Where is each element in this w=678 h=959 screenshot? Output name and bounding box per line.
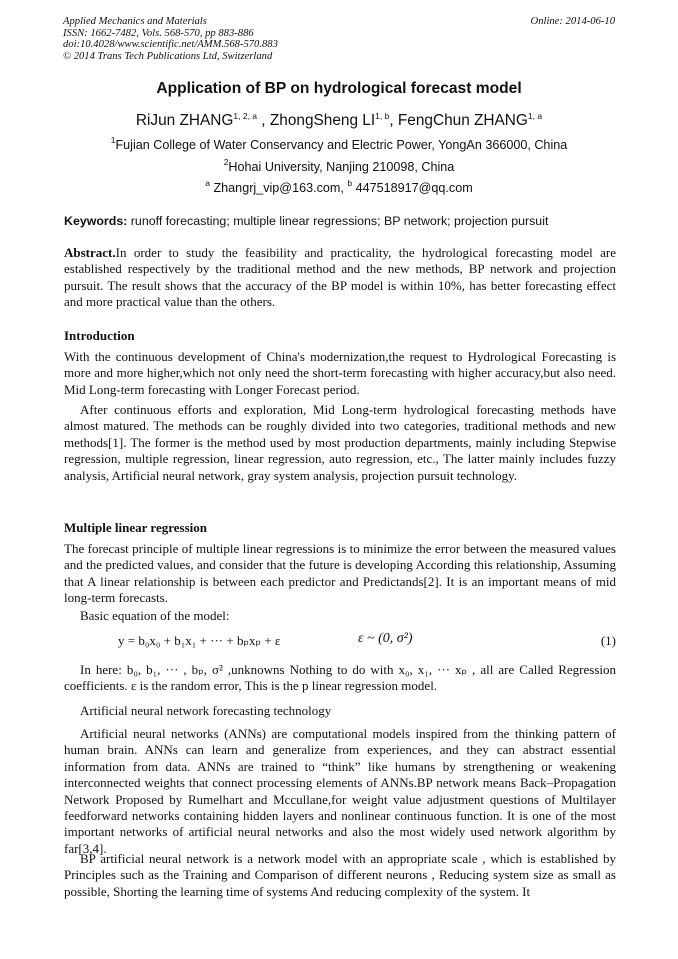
intro-paragraph-2: After continuous efforts and exploration, Mid Long-term hydrological forecasting methods have almost matured. The methods can be roughly divided into two categories, traditional methods and new methods[1]. The former is the method used by most production departments, mainly including Stepwise regression, multiple regression, linear regression, auto regression, etc., The latter mainly includes fuzzy analysis, Artificial neural network, gray system analysis, projection pursuit technology. (64, 402, 616, 483)
author-sep: , (389, 112, 398, 129)
issn-line: ISSN: 1662-7482, Vols. 568-570, pp 883-886 (63, 27, 254, 39)
author-name: RiJun ZHANG (135, 112, 234, 129)
mlr-paragraph-2: In here: b₀, b₁, ··· , bₚ, σ² ,unknowns Nothing to do with x₀, x₁, ··· xₚ , all are Called Regression coefficients. ε is the random error, This is the p linear regression model. (64, 662, 616, 694)
author-name: ZhongSheng LI (269, 112, 376, 129)
author-sup: 1, a (527, 111, 543, 121)
copyright-line: © 2014 Trans Tech Publications Ltd, Switzerland (63, 50, 273, 62)
affiliation-2: $^2$Hohai University, Nanjing 210098, China (223, 157, 455, 174)
online-date: Online: 2014-06-10 (530, 16, 615, 27)
author-sup: 1, b (375, 111, 390, 121)
mlr-paragraph-1: The forecast principle of multiple linear regressions is to minimize the error between the measured values and the predicted values, and consider that the future is developing According this relationship, Assuming that A linear relationship is between each predictor and Predictands[2]. It is an important means of mid long-term forecasts. (64, 541, 616, 606)
basic-equation-intro: Basic equation of the model: (80, 608, 230, 623)
keywords (64, 214, 616, 228)
abstract (64, 245, 616, 311)
paper-title: Application of BP on hydrological forecast model (156, 80, 522, 97)
abstract-label: Abstract. (64, 245, 116, 260)
ann-subtitle: Artificial neural network forecasting technology (80, 703, 332, 718)
affiliation-1: $^1$Fujian College of Water Conservancy and Electric Power, YongAn 366000, China (110, 135, 568, 152)
author-emails: $^a$ Zhangrj_vip@163.com, $^b$ 447518917@qq.com (205, 178, 473, 195)
section-heading-mlr: Multiple linear regression (64, 520, 207, 535)
equation-distribution: ε ~ (0, σ²) (358, 631, 413, 646)
bp-paragraph: BP artificial neural network is a network model with an appropriate scale , which is established by Principles such as the Training and Comparison of different neurons , Reducing system size as small as possible, Shorting the learning time of systems And reducing complexity of the system. It (64, 851, 616, 899)
intro-paragraph-1: With the continuous development of China's modernization,the request to Hydrological Forecasting is more and more higher,which not only need the short-term forecasting with higher accuracy,but also need. Mid Long-term forecasting with Longer Forecast period. (64, 349, 616, 397)
author-list (0, 112, 678, 130)
equation-body: y = b₀x₀ + b₁x₁ + ··· + bₚxₚ + ε (118, 633, 281, 648)
keywords-text: runoff forecasting; multiple linear regressions; BP network; projection pursuit (127, 214, 549, 228)
author-sup: 1, 2, a (233, 111, 258, 121)
abstract-text: In order to study the feasibility and practicality, the hydrological forecasting model are established respectively by the traditional method and the new methods, BP network and projection pursuit. The result shows that the accuracy of the BP model is within 10%, has better forecasting effect and more practical value than the others. (64, 245, 616, 310)
equation-number: (1) (600, 633, 616, 648)
journal-name: Applied Mechanics and Materials (63, 16, 207, 27)
keywords-label: Keywords: (64, 214, 128, 228)
author-name: FengChun ZHANG (397, 112, 528, 129)
journal-header (63, 16, 615, 62)
ann-paragraph: Artificial neural networks (ANNs) are computational models inspired from the thinking pattern of human brain. ANNs can learn and generalize from experiences, and they can abstract essential information from data. ANNs are trained to “think” like humans by strengthening or weakening interconnected weights that connect processing elements of ANNs.BP network means Back–Propagation Network Proposed by Rumelhart and Mccullane,for weight value adjustment questions of Multilayer feedforward networks containing hidden layers and nonlinear continuous function. It is one of the most important networks of artificial neural networks and also the most widely used network algorithm by far[3,4]. (64, 726, 616, 856)
regression-equation (118, 631, 616, 653)
doi-line: doi:10.4028/www.scientific.net/AMM.568-570.883 (63, 39, 278, 51)
author-sep: , (257, 112, 270, 129)
section-heading-introduction: Introduction (64, 328, 135, 343)
